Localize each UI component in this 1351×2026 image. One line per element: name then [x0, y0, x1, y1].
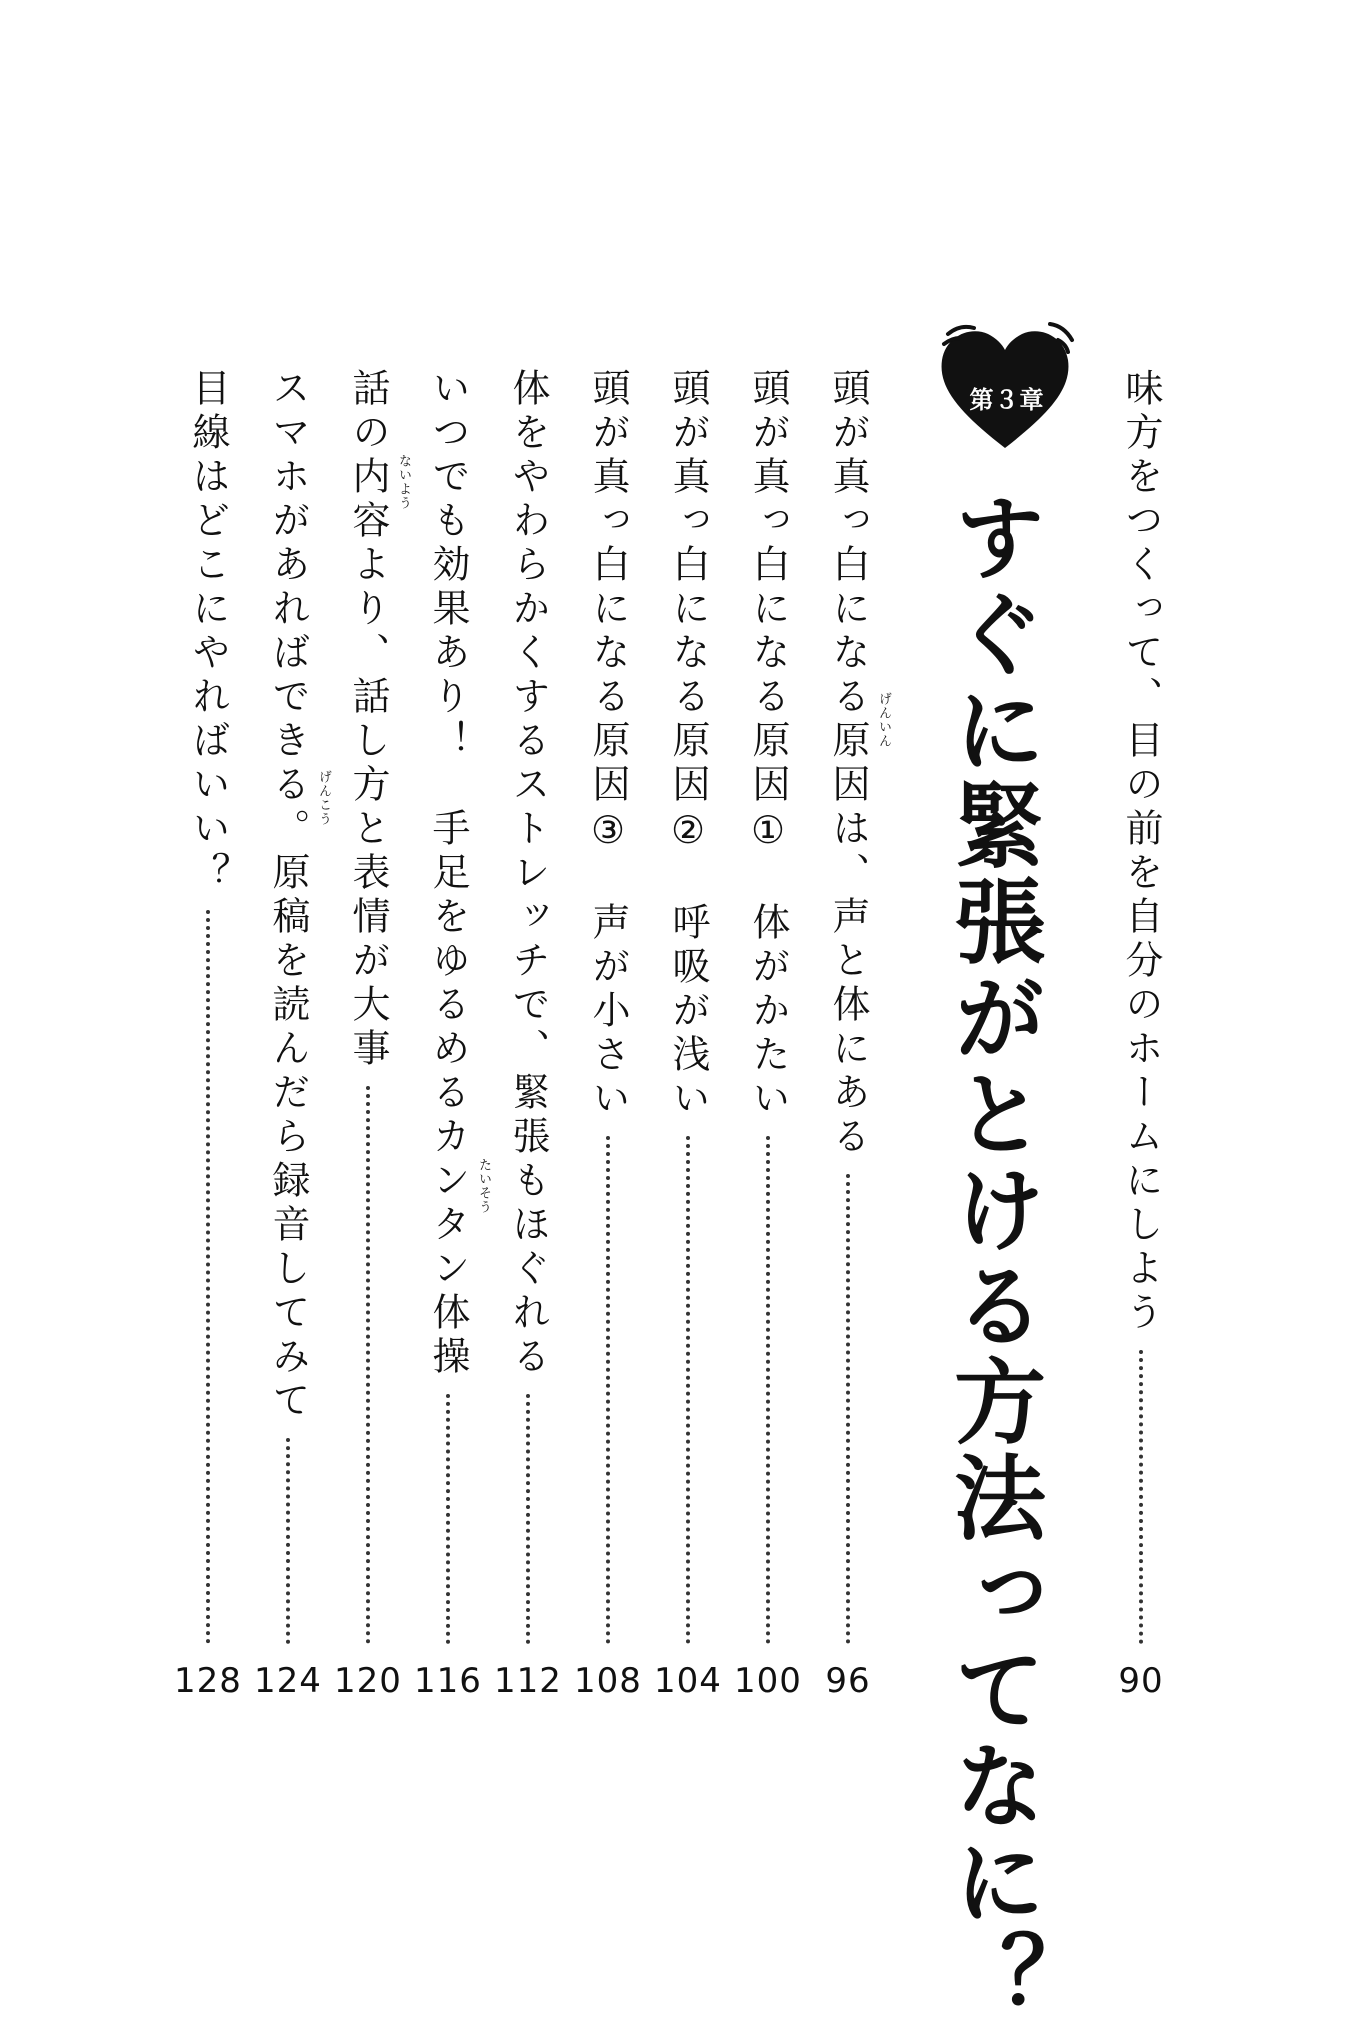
- ruby-annotation: たいそう: [476, 1158, 491, 1214]
- toc-entry[interactable]: [574, 368, 642, 1701]
- leader-dots: [1139, 1350, 1143, 1644]
- leader-dots: [446, 1394, 450, 1644]
- toc-entry[interactable]: [174, 368, 242, 1701]
- leader-dots: [366, 1086, 370, 1644]
- toc-entry-title: いつでも効果あり！ 手足をゆるめるカンタン体操: [426, 368, 470, 1380]
- ruby-annotation: ないよう: [396, 454, 411, 510]
- toc-entry[interactable]: [654, 368, 722, 1701]
- toc-entry-title: 話の内容より、話し方と表情が大事: [346, 368, 390, 1072]
- toc-page-number: 128: [174, 1661, 242, 1701]
- toc-entry[interactable]: [734, 368, 802, 1701]
- toc-page-number: 96: [825, 1661, 871, 1701]
- toc-entry-title: 体をやわらかくするストレッチで、緊張もほぐれる: [506, 368, 550, 1380]
- leader-dots: [526, 1394, 530, 1644]
- leader-dots: [846, 1174, 850, 1644]
- leader-dots: [606, 1136, 610, 1644]
- toc-entry-title: 頭が真っ白になる原因① 体がかたい: [746, 368, 790, 1122]
- leader-dots: [286, 1438, 290, 1644]
- toc-entry-title: 味方をつくって、目の前を自分のホームにしよう: [1119, 368, 1163, 1336]
- ruby-annotation: げんこう: [316, 770, 331, 826]
- toc-entry-title: 頭が真っ白になる原因③ 声が小さい: [586, 368, 630, 1122]
- toc-page-number: 100: [734, 1661, 802, 1701]
- toc-page-number: 112: [494, 1661, 562, 1701]
- toc-entry-title: 頭が真っ白になる原因は、声と体にある: [826, 368, 870, 1160]
- toc-entry[interactable]: [254, 368, 322, 1701]
- toc-page-number: 120: [334, 1661, 402, 1701]
- ruby-annotation: げんいん: [876, 692, 891, 748]
- toc-entry-title: スマホがあればできる。原稿を読んだら録音してみて: [266, 368, 310, 1424]
- leader-dots: [766, 1136, 770, 1644]
- toc-entry[interactable]: [820, 368, 876, 1701]
- leader-dots: [686, 1136, 690, 1644]
- toc-entry[interactable]: [494, 368, 562, 1701]
- toc-entry-title: 頭が真っ白になる原因② 呼吸が浅い: [666, 368, 710, 1122]
- toc-page-number: 90: [1118, 1661, 1164, 1701]
- toc-page-number: 108: [574, 1661, 642, 1701]
- toc-page-number: 116: [414, 1661, 482, 1701]
- toc-page-number: 124: [254, 1661, 322, 1701]
- chapter-badge-label: 第３章: [969, 386, 1045, 414]
- toc-entry[interactable]: [1113, 368, 1169, 1701]
- toc-entry[interactable]: [414, 368, 482, 1701]
- toc-entry[interactable]: [334, 368, 402, 1701]
- toc-page-number: 104: [654, 1661, 722, 1701]
- toc-entry-title: 目線はどこにやればいい？: [186, 368, 230, 896]
- chapter-title: すぐに緊張がとける方法ってなに？: [939, 490, 1046, 2026]
- leader-dots: [206, 910, 210, 1644]
